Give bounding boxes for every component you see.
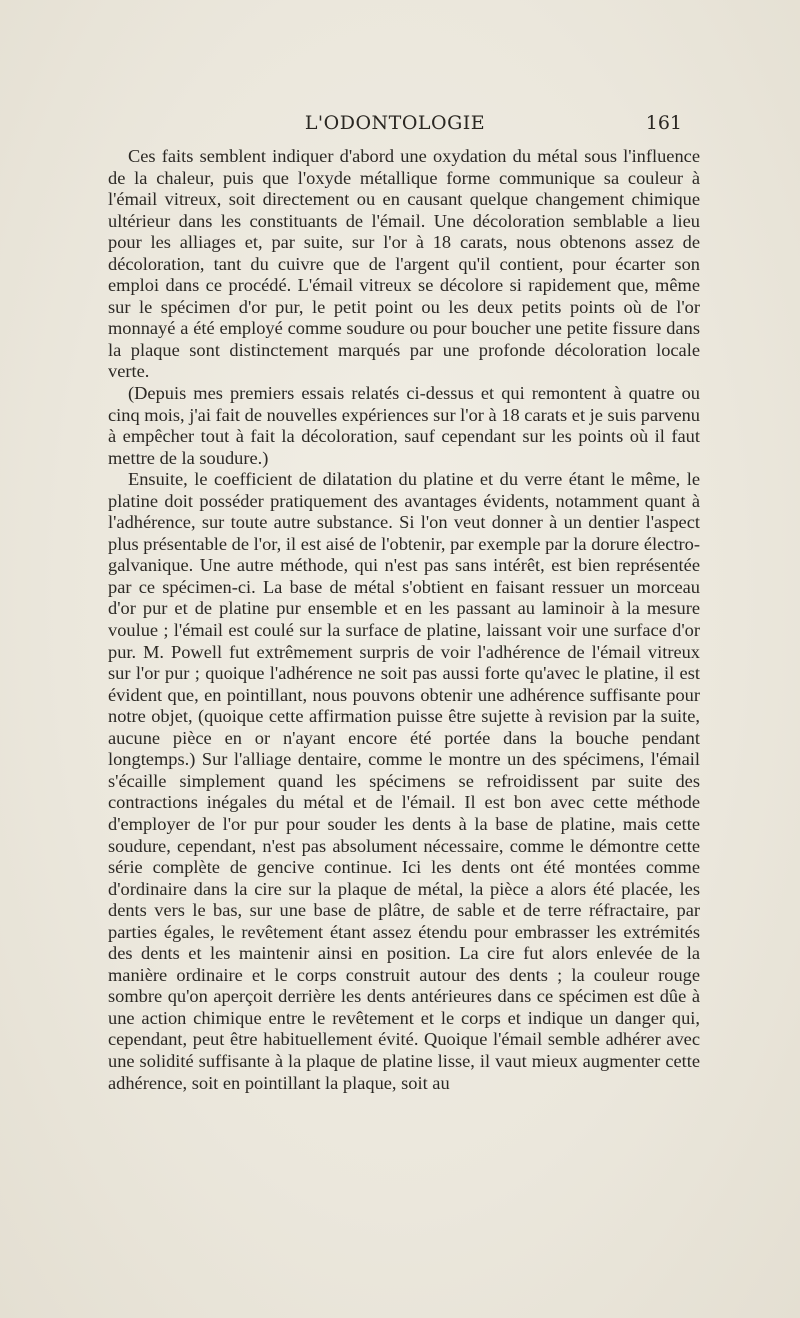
body-text [108, 146, 700, 1094]
page-number: 161 [645, 112, 682, 134]
page-header [108, 112, 682, 142]
paragraph: Ensuite, le coefficient de dilatation du platine et du verre étant le même, le platine doit posséder pratiquement des avantages évidents, notamment quant à l'adhérence, sur toute autre substance. Si l'on veut donner à un dentier l'aspect plus présentable de l'or, il est aisé de l'obtenir, par exemple par la dorure électro-galvanique. Une autre méthode, qui n'est pas sans intérêt, est bien représentée par ce spécimen-ci. La base de métal s'obtient en faisant ressuer un morceau d'or pur et de platine pur ensemble et en les passant au laminoir à la mesure voulue ; l'émail est coulé sur la surface de platine, laissant voir une surface d'or pur. M. Powell fut extrêmement surpris de voir l'adhérence de l'émail vitreux sur l'or pur ; quoique l'adhérence ne soit pas aussi forte qu'avec le platine, il est évident que, en pointillant, nous pouvons obtenir une adhérence suffisante pour notre objet, (quoique cette affirmation puisse être sujette à revision par la suite, aucune pièce en or n'ayant encore été portée dans la bouche pendant longtemps.) Sur l'alliage dentaire, comme le montre un des spécimens, l'émail s'écaille simplement quand les spécimens se refroidissent par suite des contractions inégales du métal et de l'émail. Il est bon avec cette méthode d'employer de l'or pur pour souder les dents à la base de platine, mais cette soudure, cependant, n'est pas absolument nécessaire, comme le démontre cette série complète de gencive continue. Ici les dents ont été montées comme d'ordinaire dans la cire sur la plaque de métal, la pièce a alors été placée, les dents vers le bas, sur une base de plâtre, de sable et de terre réfractaire, par parties égales, le revêtement étant assez étendu pour embrasser les extrémités des dents et les maintenir ainsi en position. La cire fut alors enlevée de la manière ordinaire et le corps construit autour des dents ; la couleur rouge sombre qu'on aperçoit derrière les dents antérieures dans ce spécimen est dûe à une action chimique entre le revêtement et le corps et indique un danger qui, cependant, peut être habituellement évité. Quoique l'émail semble adhérer avec une solidité suffisante à la plaque de platine lisse, il vaut mieux augmenter cette adhérence, soit en pointillant la plaque, soit au [108, 469, 700, 1093]
paragraph: Ces faits semblent indiquer d'abord une oxydation du métal sous l'influence de la chaleur, puis que l'oxyde métallique forme communique sa couleur à l'émail vitreux, soit directement ou en causant quelque changement chimique ultérieur dans les constituants de l'émail. Une décoloration semblable a lieu pour les alliages et, par suite, sur l'or à 18 carats, nous obtenons assez de décoloration, tant du cuivre que de l'argent qu'il contient, pour écarter son emploi dans ce procédé. L'émail vitreux se décolore si rapidement que, même sur le spécimen d'or pur, le petit point ou les deux petits points où de l'or monnayé a été employé comme soudure ou pour boucher une petite fissure dans la plaque sont distinctement marqués par une profonde décoloration locale verte. [108, 146, 700, 382]
paragraph: (Depuis mes premiers essais relatés ci-dessus et qui remontent à quatre ou cinq mois, j'ai fait de nouvelles expériences sur l'or à 18 carats et je suis parvenu à empêcher tout à fait la décoloration, sauf cependant sur les points où il faut mettre de la soudure.) [108, 383, 700, 468]
running-title: L'ODONTOLOGIE [304, 112, 486, 134]
